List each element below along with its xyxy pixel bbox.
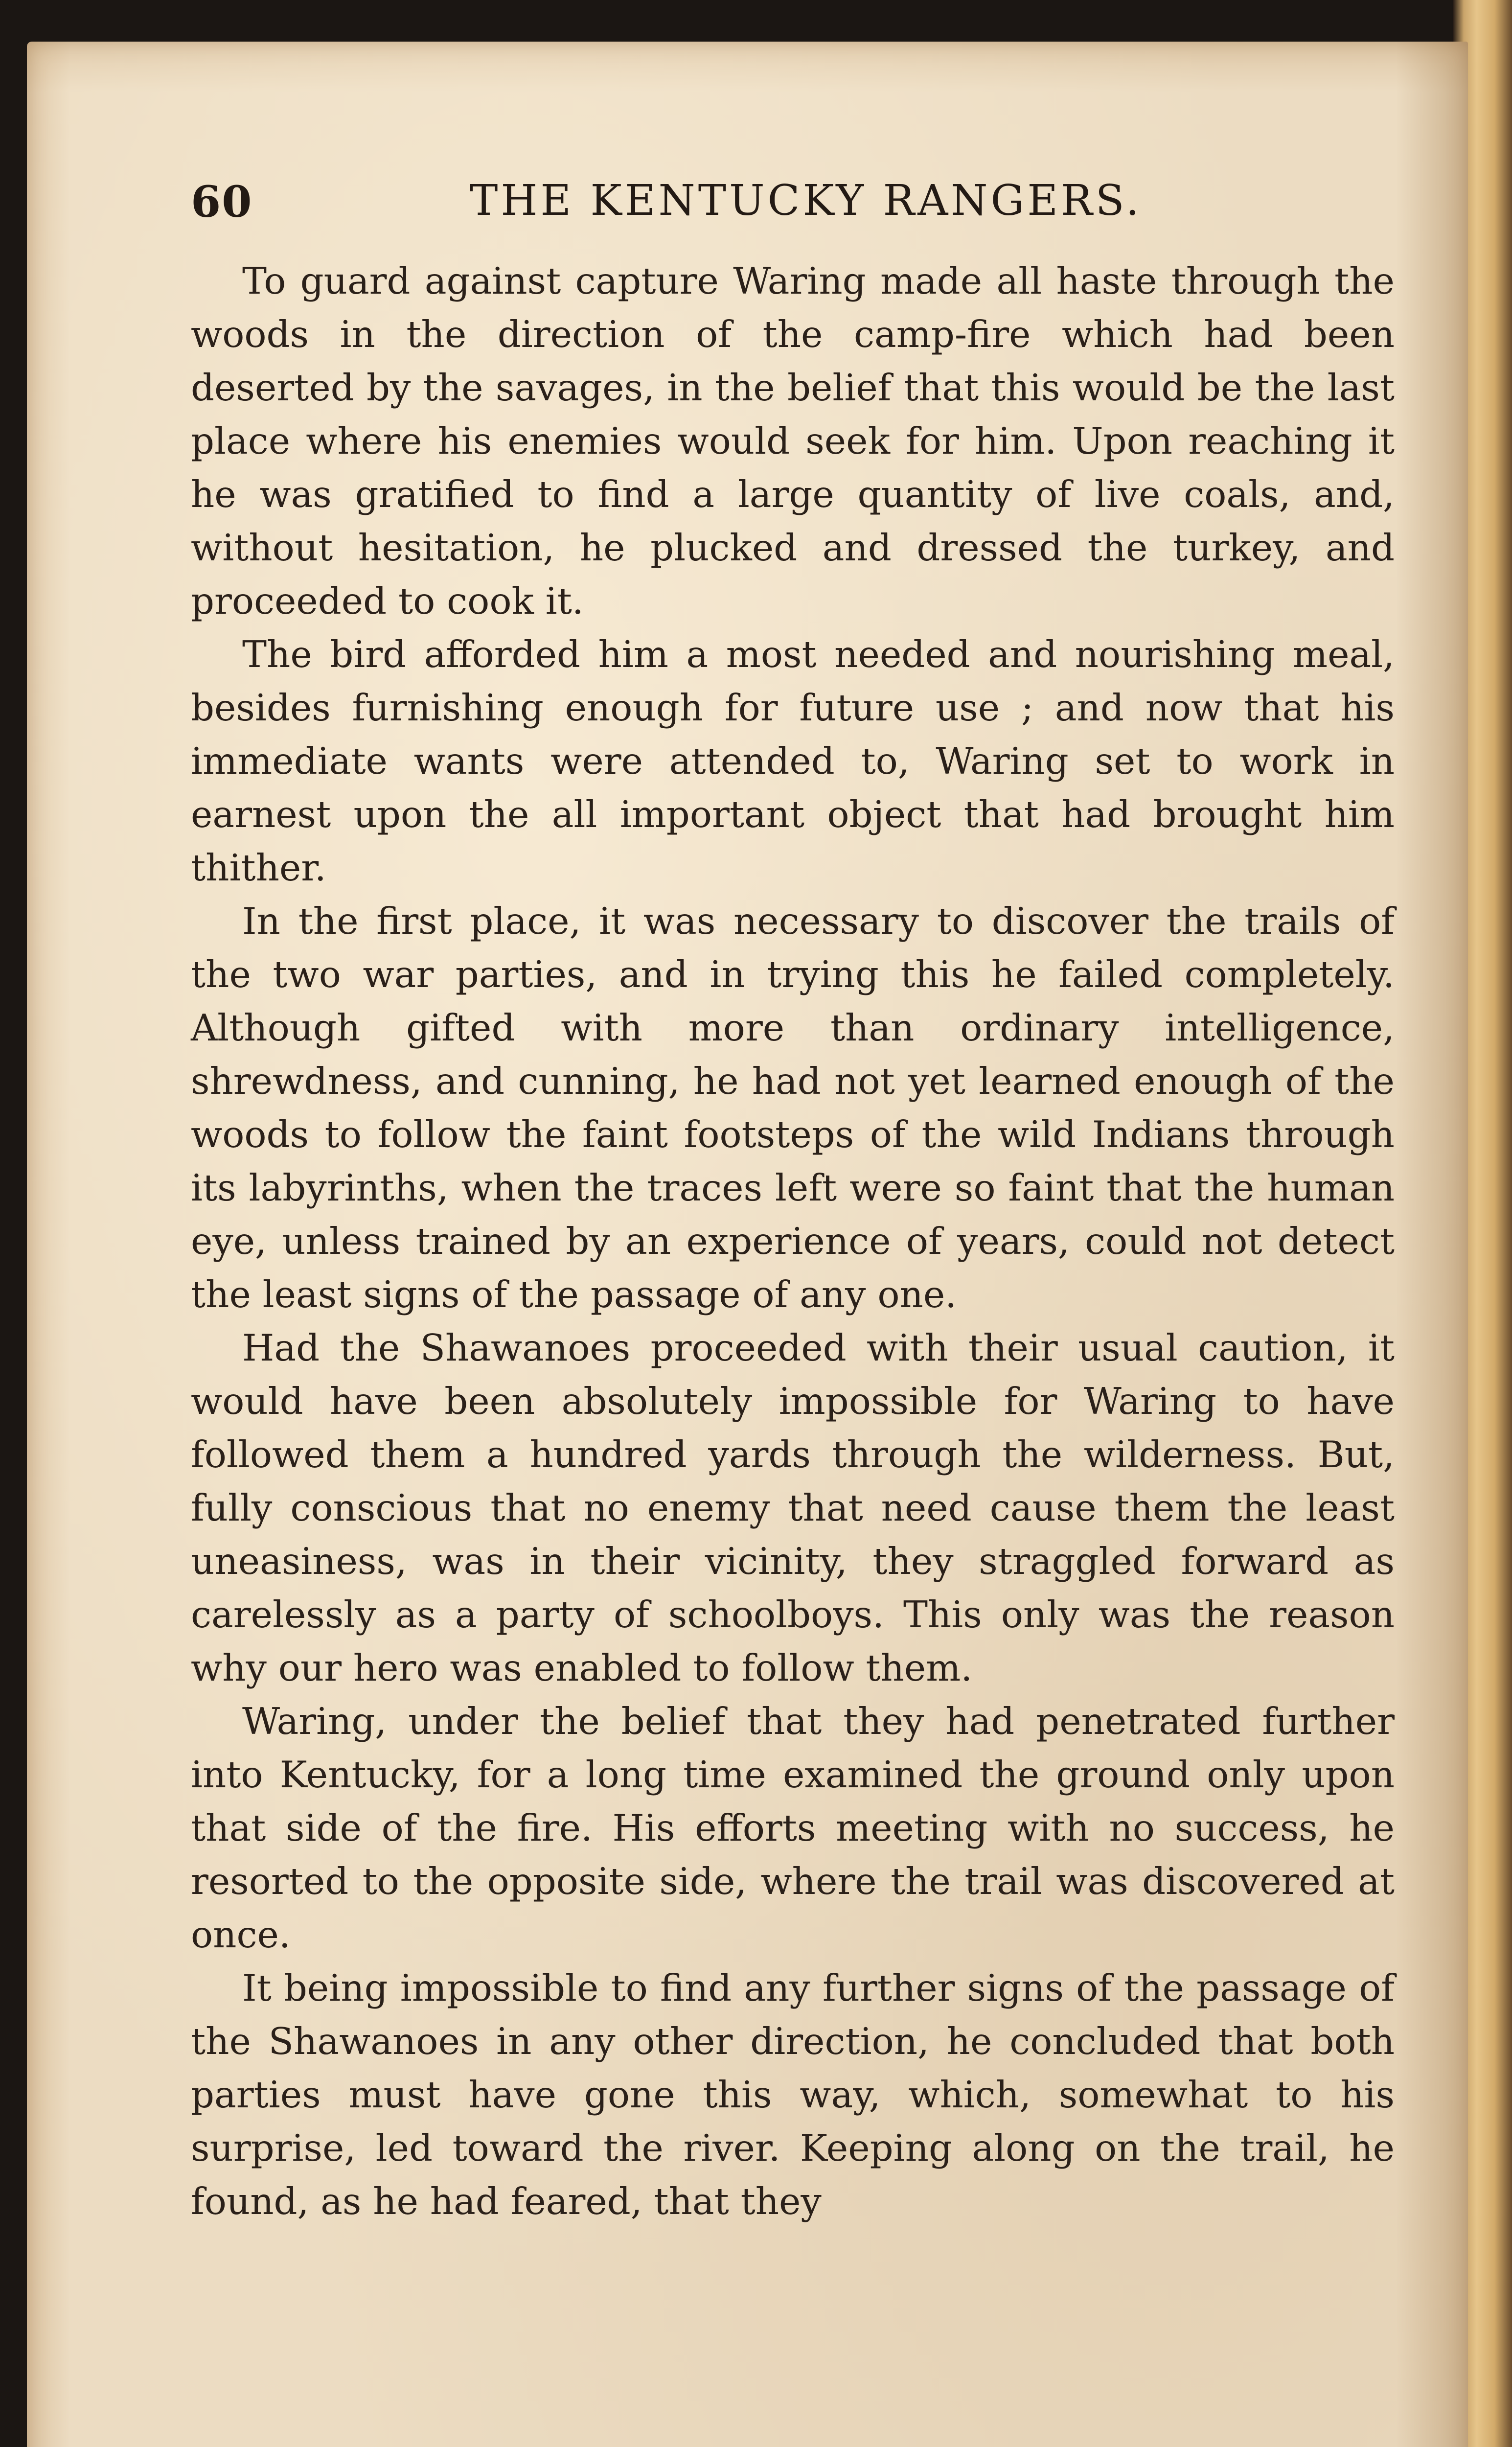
page-number: 60 xyxy=(191,176,253,227)
running-title: THE KENTUCKY RANGERS. xyxy=(470,176,1142,225)
paragraph: To guard against capture Waring made all haste through the woods in the direction of the camp-fire which had been deserted by the savages, in the belief that this would be the last place where his enemies would seek for him. Upon reaching it he was gratified to find a large quantity of live coals, and, without hesitation, he plucked and dressed the turkey, and proceeded to cook it. xyxy=(191,259,1395,623)
page-header xyxy=(191,176,1395,230)
paragraph: The bird afforded him a most needed and nourishing meal, besides furnishing enough for future use ; and now that his immediate wants were attended to, Waring set to work in earnest upon the all important object that had brought him thither. xyxy=(191,633,1395,889)
paragraph: In the first place, it was necessary to discover the trails of the two war parties, and in trying this he failed completely. Although gifted with more than ordinary intelligence, shrewdness, and cunning, he had not yet learned enough of the woods to follow the faint footsteps of the wild Indians through its labyrinths, when the traces left were so faint that the human eye, unless trained by an experience of years, could not detect the least signs of the passage of any one. xyxy=(191,900,1395,1316)
paragraph: Had the Shawanoes proceeded with their usual caution, it would have been absolutely impossible for Waring to have followed them a hundred yards through the wilderness. But, fully conscious that no enemy that need cause them the least uneasiness, was in their vicinity, they straggled forward as carelessly as a party of schoolboys. This only was the reason why our hero was enabled to follow them. xyxy=(191,1326,1395,1689)
body-text xyxy=(191,254,1395,2228)
paragraph: Waring, under the belief that they had penetrated further into Kentucky, for a long time examined the ground only upon that side of the fire. His efforts meeting with no success, he resorted to the opposite side, where the trail was discovered at once. xyxy=(191,1700,1395,1956)
paragraph: It being impossible to find any further signs of the passage of the Shawanoes in any other direction, he concluded that both parties must have gone this way, which, somewhat to his surprise, led toward the river. Keeping along on the trail, he found, as he had feared, that they xyxy=(191,1966,1395,2223)
